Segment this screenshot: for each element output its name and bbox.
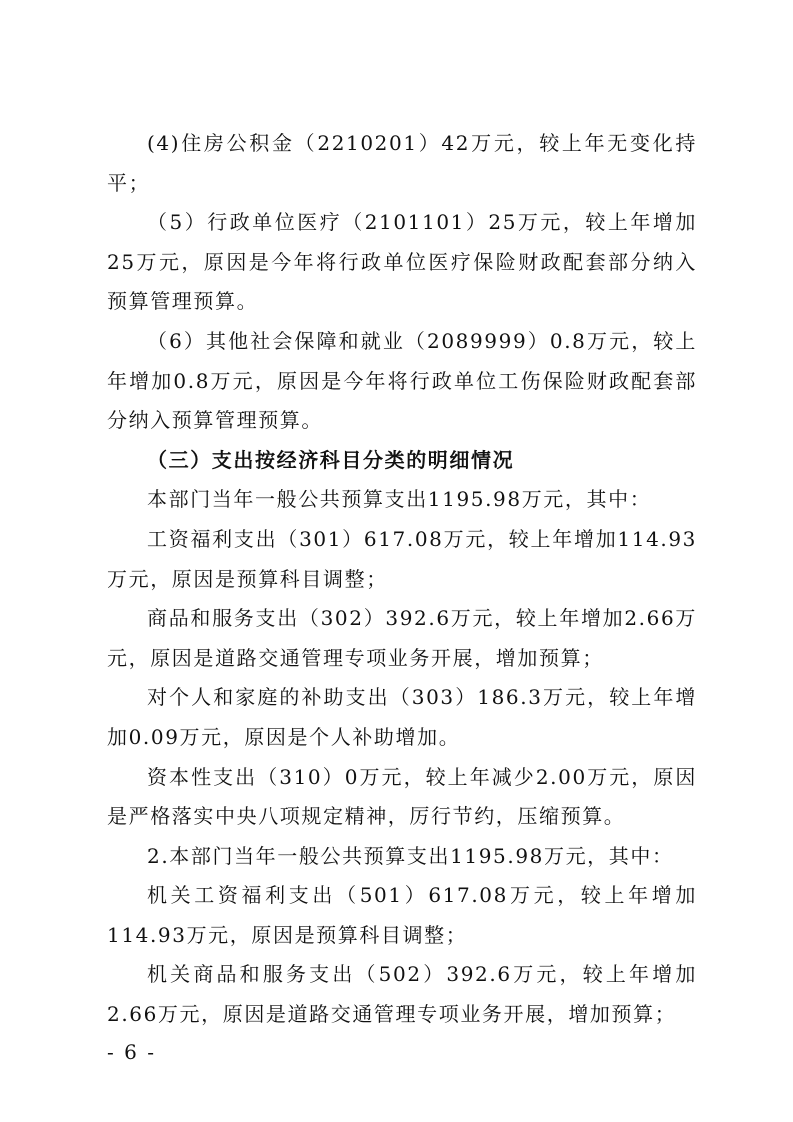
paragraph-medical: （5）行政单位医疗（2101101）25万元，较上年增加25万元，原因是今年将行政单位医疗保险财政配套部分纳入预算管理预算。 xyxy=(107,210,697,314)
document-body xyxy=(107,124,697,1035)
paragraph-capital-expenditure: 资本性支出（310）0万元，较上年减少2.00万元，原因是严格落实中央八项规定精神，厉行节约，压缩预算。 xyxy=(107,764,697,829)
paragraph-wages-welfare: 工资福利支出（301）617.08万元，较上年增加114.93万元，原因是预算科目调整； xyxy=(107,526,697,591)
page-number: - 6 - xyxy=(107,1040,156,1064)
paragraph-goods-services: 商品和服务支出（302）392.6万元，较上年增加2.66万元，原因是道路交通管理专项业务开展，增加预算； xyxy=(107,606,697,670)
section-heading-economic-classification: （三）支出按经济科目分类的明细情况 xyxy=(147,447,515,472)
paragraph-personal-subsidy: 对个人和家庭的补助支出（303）186.3万元，较上年增加0.09万元，原因是个人补助增加。 xyxy=(107,685,697,749)
paragraph-total-expenditure-2: 2.本部门当年一般公共预算支出1195.98万元，其中： xyxy=(147,843,674,868)
paragraph-social-security: （6）其他社会保障和就业（2089999）0.8万元，较上年增加0.8万元，原因是今年将行政单位工伤保险财政配套部分纳入预算管理预算。 xyxy=(107,328,697,433)
paragraph-total-expenditure: 本部门当年一般公共预算支出1195.98万元，其中： xyxy=(147,487,652,512)
paragraph-housing-fund: (4)住房公积金（2210201）42万元，较上年无变化持平； xyxy=(107,131,697,195)
paragraph-agency-goods-services: 机关商品和服务支出（502）392.6万元，较上年增加2.66万元，原因是道路交通管理专项业务开展，增加预算； xyxy=(107,962,697,1027)
paragraph-agency-wages: 机关工资福利支出（501）617.08万元，较上年增加114.93万元，原因是预算科目调整； xyxy=(107,883,697,947)
